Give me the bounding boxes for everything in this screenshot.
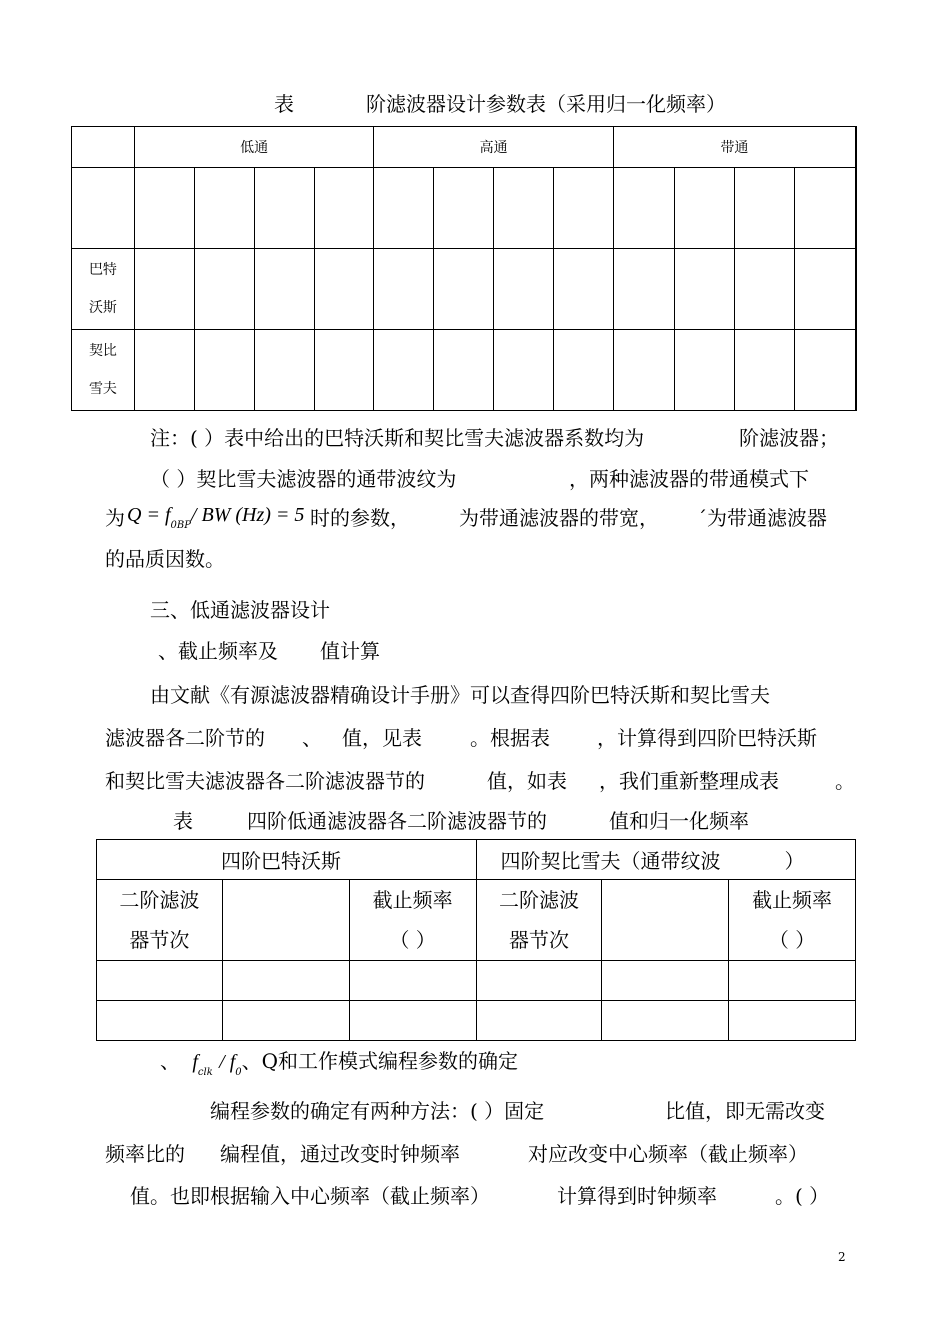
table1-row-label-chebyshev: 契比 雪夫 (72, 330, 135, 411)
note-line1-b: 阶滤波器； (739, 426, 839, 450)
table2-caption-prefix: 表 (173, 809, 193, 833)
note-line3-c: 为带通滤波器的带宽， (459, 506, 659, 530)
para2-line1-b: 比值，即无需改变 (665, 1099, 825, 1123)
note-line2-a: （ ）契比雪夫滤波器的通带波纹为 (150, 467, 457, 491)
lowpass-stage-table (96, 839, 856, 1041)
table1-row-params (72, 168, 857, 249)
para2-line3-c: 。( ） (775, 1184, 830, 1208)
table1-row-chebyshev (72, 330, 857, 411)
para1-line2-e: ，计算得到四阶巴特沃斯 (597, 726, 817, 750)
para1-line2-b: 、 (302, 726, 322, 750)
note-line3-a: 为 (105, 506, 125, 530)
table2-row (97, 1001, 856, 1041)
table2-group-chebyshev: 四阶契比雪夫（通带纹波 ） (476, 840, 855, 880)
note-line1-a: 注：( ）表中给出的巴特沃斯和契比雪夫滤波器系数均为 (150, 426, 645, 450)
para1-line2-a: 滤波器各二阶节的 (105, 726, 265, 750)
section3-heading: 三、低通滤波器设计 (150, 598, 330, 622)
para1-line2-c: 值，见表 (342, 726, 422, 750)
section3-sub1: 、截止频率及 (158, 639, 278, 663)
table2-row (97, 961, 856, 1001)
para1-line1: 由文献《有源滤波器精确设计手册》可以查得四阶巴特沃斯和契比雪夫 (150, 683, 770, 707)
table2-caption-title-b: 值和归一化频率 (609, 809, 749, 833)
table1-caption-title: 阶滤波器设计参数表（采用归一化频率） (366, 92, 726, 116)
table2-col-stage-cheb: 二阶滤波 器节次 (476, 880, 602, 961)
para2-line2-c: 对应改变中心频率（截止频率） (528, 1142, 808, 1166)
note-line3-d: ˊ为带通滤波器 (697, 506, 827, 530)
note-line2-b: ，两种滤波器的带通模式下 (569, 467, 809, 491)
table1-header-lowpass: 低通 (134, 127, 374, 168)
para1-line3-a: 和契比雪夫滤波器各二阶滤波器节的 (105, 769, 425, 793)
table1-header-bandpass: 带通 (613, 127, 856, 168)
page-number: 2 (838, 1250, 846, 1264)
para2-line3-b: 计算得到时钟频率 (557, 1184, 717, 1208)
note-q-formula: $Q = f_{0BP}/$ BW (Hz) = 5 (127, 504, 305, 531)
table1-caption-prefix: 表 (274, 92, 294, 116)
sub2-heading: 、 $f_{clk} / f_0$、Q和工作模式编程参数的确定 (160, 1049, 519, 1078)
note-line4: 的品质因数。 (105, 547, 225, 571)
para2-line3-a: 值。也即根据输入中心频率（截止频率） (130, 1184, 490, 1208)
table2-col-cutoff-cheb: 截止频率 （ ） (729, 880, 856, 961)
table2-col-stage-bw: 二阶滤波 器节次 (97, 880, 223, 961)
table1-header-highpass: 高通 (374, 127, 614, 168)
para1-line2-d: 。根据表 (470, 726, 550, 750)
para2-line1-a: 编程参数的确定有两种方法：( ）固定 (210, 1099, 545, 1123)
table2-col-q-cheb (602, 880, 729, 961)
para1-line3-b: 值，如表 (487, 769, 567, 793)
para2-line2-b: 编程值，通过改变时钟频率 (220, 1142, 460, 1166)
table1-corner-cell (72, 127, 135, 168)
section3-sub1-b: 值计算 (320, 639, 380, 663)
table2-col-q-bw (222, 880, 349, 961)
note-line3-b: 时的参数， (310, 506, 410, 530)
filter-design-parameter-table (71, 126, 857, 411)
para1-line3-d: 。 (835, 769, 855, 793)
table1-row-butterworth (72, 249, 857, 330)
table2-col-cutoff-bw: 截止频率 （ ） (349, 880, 476, 961)
table1-row-label-butterworth: 巴特 沃斯 (72, 249, 135, 330)
table2-group-butterworth: 四阶巴特沃斯 (97, 840, 477, 880)
para2-line2-a: 频率比的 (105, 1142, 185, 1166)
table2-caption-title: 四阶低通滤波器各二阶滤波器节的 (247, 809, 547, 833)
para1-line3-c: ，我们重新整理成表 (599, 769, 779, 793)
